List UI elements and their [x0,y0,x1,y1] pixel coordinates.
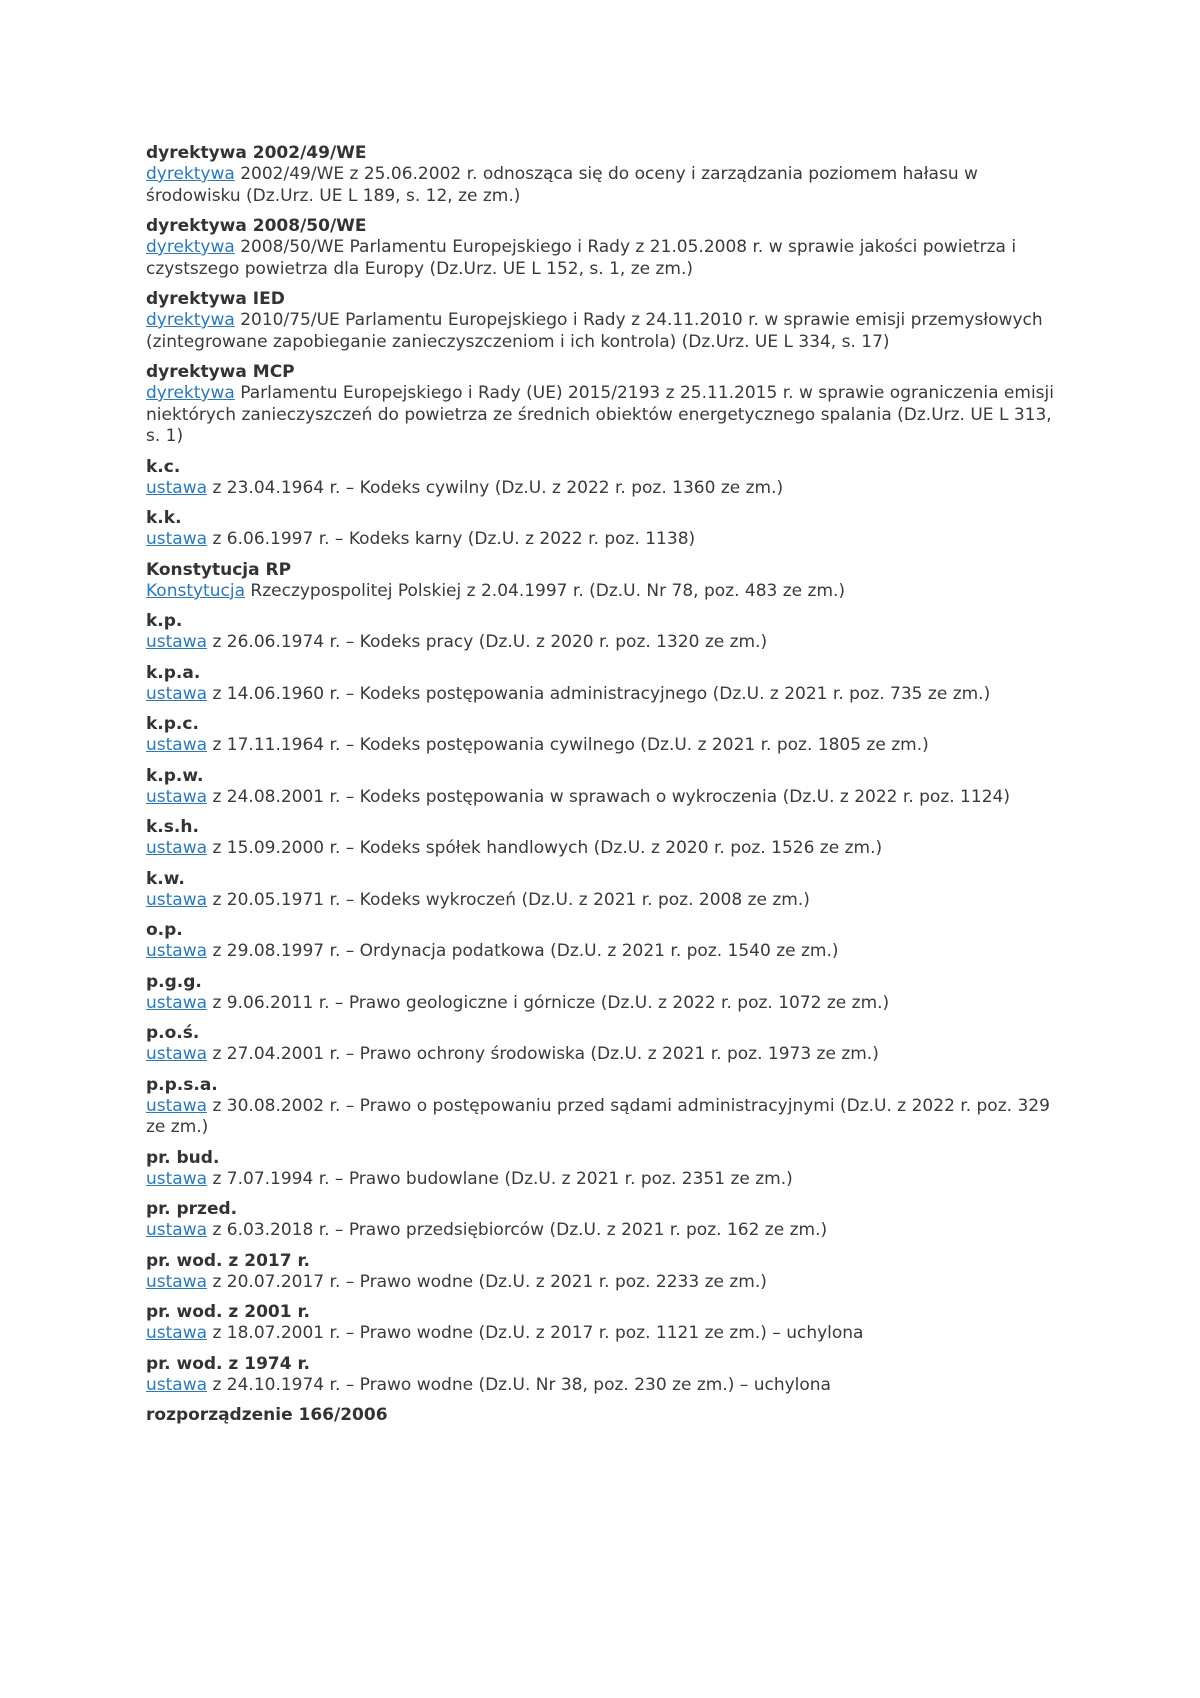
entry-link[interactable]: ustawa [146,1095,208,1116]
entry-link[interactable]: ustawa [146,529,208,549]
entry-description [146,1096,1066,1139]
entry-ksh [146,817,1066,860]
entry-abbreviation: o.p. [146,920,183,940]
entry-pr-wod-1974 [146,1354,1066,1397]
entry-abbreviation: p.g.g. [146,971,202,992]
entry-kpc [146,714,1066,757]
entry-link[interactable]: ustawa [146,1374,208,1395]
entry-link[interactable]: ustawa [146,1271,208,1292]
entry-pgg [146,972,1066,1015]
entry-rozporzadzenie-166-2006 [146,1405,1066,1426]
entry-description [146,941,1066,963]
entry-description [146,237,1066,280]
entry-link[interactable]: dyrektywa [146,164,235,184]
entry-link[interactable]: ustawa [146,838,208,858]
entry-link[interactable]: ustawa [146,735,208,755]
entry-pr-wod-2017 [146,1251,1066,1294]
entry-pr-przed [146,1199,1066,1242]
entry-link[interactable]: ustawa [146,1044,208,1064]
entry-text: z 27.04.2001 r. – Prawo ochrony środowiska (Dz.U. z 2021 r. poz. 1973 ze zm.) [207,1044,879,1064]
entry-abbreviation: k.k. [146,508,182,528]
entry-abbreviation: p.p.s.a. [146,1074,218,1095]
entry-link[interactable]: ustawa [146,1323,208,1343]
entry-abbreviation: k.p.c. [146,714,199,734]
entry-abbreviation: dyrektywa IED [146,289,285,309]
entry-description [146,1375,1066,1397]
entry-description [146,1272,1066,1294]
entry-abbreviation: pr. wod. z 2017 r. [146,1250,310,1271]
entry-pos [146,1023,1066,1066]
entry-text: z 24.08.2001 r. – Kodeks postępowania w sprawach o wykroczenia (Dz.U. z 2022 r. poz. 1124) [207,786,1010,807]
entry-description [146,581,1066,603]
entry-link[interactable]: ustawa [146,683,208,704]
entry-description [146,383,1066,448]
entry-link[interactable]: ustawa [146,992,208,1013]
entry-text: z 7.07.1994 r. – Prawo budowlane (Dz.U. z 2021 r. poz. 2351 ze zm.) [207,1168,793,1189]
entry-link[interactable]: dyrektywa [146,383,235,403]
entry-dyrektywa-mcp [146,362,1066,448]
entry-dyrektywa-2002-49-we [146,143,1066,207]
entry-kk [146,508,1066,551]
entry-link[interactable]: Konstytucja [146,580,245,601]
entry-kpa [146,663,1066,706]
entry-text: z 17.11.1964 r. – Kodeks postępowania cywilnego (Dz.U. z 2021 r. poz. 1805 ze zm.) [207,735,929,755]
entry-abbreviation: pr. przed. [146,1199,238,1219]
entry-link[interactable]: ustawa [146,632,208,652]
entry-text: z 20.07.2017 r. – Prawo wodne (Dz.U. z 2021 r. poz. 2233 ze zm.) [207,1271,767,1292]
entry-abbreviation: k.p.w. [146,765,204,786]
entry-text: z 6.06.1997 r. – Kodeks karny (Dz.U. z 2022 r. poz. 1138) [207,529,696,549]
entry-text: z 14.06.1960 r. – Kodeks postępowania administracyjnego (Dz.U. z 2021 r. poz. 735 ze zm.) [207,683,991,704]
entry-op [146,920,1066,963]
entry-description [146,164,1066,207]
entry-abbreviation: k.p. [146,611,183,631]
entry-ppsa [146,1075,1066,1139]
entry-kc [146,457,1066,500]
entry-link[interactable]: ustawa [146,477,208,498]
entry-abbreviation: pr. wod. z 2001 r. [146,1302,310,1322]
entry-text: Rzeczypospolitej Polskiej z 2.04.1997 r. (Dz.U. Nr 78, poz. 483 ze zm.) [245,580,846,601]
entry-dyrektywa-ied [146,289,1066,353]
entry-description [146,310,1066,353]
entry-abbreviation: k.c. [146,456,181,477]
entry-pr-bud [146,1148,1066,1191]
entry-text: z 20.05.1971 r. – Kodeks wykroczeń (Dz.U. z 2021 r. poz. 2008 ze zm.) [207,889,810,910]
entry-link[interactable]: ustawa [146,1220,208,1240]
entry-description [146,1220,1066,1242]
entry-text: z 24.10.1974 r. – Prawo wodne (Dz.U. Nr 38, poz. 230 ze zm.) – uchylona [207,1374,831,1395]
entry-text: z 29.08.1997 r. – Ordynacja podatkowa (Dz.U. z 2021 r. poz. 1540 ze zm.) [207,941,839,961]
entry-abbreviation: k.s.h. [146,817,199,837]
entry-abbreviation: k.p.a. [146,662,201,683]
entry-text: 2002/49/WE z 25.06.2002 r. odnosząca się do oceny i zarządzania poziomem hałasu w środowisku (Dz.Urz. UE L 189, s. 12, ze zm.) [146,164,978,206]
entry-text: Parlamentu Europejskiego i Rady (UE) 2015/2193 z 25.11.2015 r. w sprawie ograniczenia emisji niektórych zanieczyszczeń do powietrza ze średnich obiektów energetycznego spalania (Dz.Urz. UE L 313, s. 1) [146,383,1054,446]
entry-link[interactable]: ustawa [146,1168,208,1189]
entry-abbreviation: dyrektywa 2002/49/WE [146,143,367,163]
entry-abbreviation: p.o.ś. [146,1023,200,1043]
entry-description [146,993,1066,1015]
entry-description [146,684,1066,706]
entry-abbreviation: Konstytucja RP [146,559,292,580]
entry-text: z 6.03.2018 r. – Prawo przedsiębiorców (Dz.U. z 2021 r. poz. 162 ze zm.) [207,1220,828,1240]
entry-dyrektywa-2008-50-we [146,216,1066,280]
entry-text: z 18.07.2001 r. – Prawo wodne (Dz.U. z 2017 r. poz. 1121 ze zm.) – uchylona [207,1323,864,1343]
entry-link[interactable]: ustawa [146,889,208,910]
entry-kpw [146,766,1066,809]
entry-link[interactable]: dyrektywa [146,310,235,330]
entry-description [146,787,1066,809]
entry-text: z 15.09.2000 r. – Kodeks spółek handlowych (Dz.U. z 2020 r. poz. 1526 ze zm.) [207,838,883,858]
entry-description [146,478,1066,500]
entry-text: z 30.08.2002 r. – Prawo o postępowaniu przed sądami administracyjnymi (Dz.U. z 2022 r. poz. 329 ze zm.) [146,1095,1050,1137]
entry-description [146,1323,1066,1345]
entry-kp [146,611,1066,654]
entry-text: 2008/50/WE Parlamentu Europejskiego i Rady z 21.05.2008 r. w sprawie jakości powietrza i czystszego powietrza dla Europy (Dz.Urz. UE L 152, s. 1, ze zm.) [146,237,1017,279]
entry-abbreviation: dyrektywa 2008/50/WE [146,216,367,236]
entry-abbreviation: dyrektywa MCP [146,362,295,382]
entry-description [146,1044,1066,1066]
entry-link[interactable]: dyrektywa [146,237,235,257]
entry-abbreviation: rozporządzenie 166/2006 [146,1405,388,1425]
entry-description [146,632,1066,654]
entry-description [146,1169,1066,1191]
entry-pr-wod-2001 [146,1302,1066,1345]
entry-link[interactable]: ustawa [146,941,208,961]
entry-konstytucja-rp [146,560,1066,603]
entry-abbreviation: k.w. [146,868,185,889]
entry-text: z 23.04.1964 r. – Kodeks cywilny (Dz.U. z 2022 r. poz. 1360 ze zm.) [207,477,784,498]
abbreviations-list [146,143,1066,1435]
entry-description [146,529,1066,551]
entry-description [146,735,1066,757]
entry-abbreviation: pr. bud. [146,1147,220,1168]
entry-text: 2010/75/UE Parlamentu Europejskiego i Rady z 24.11.2010 r. w sprawie emisji przemysłowych (zintegrowane zapobieganie zanieczyszczeniom i ich kontrola) (Dz.Urz. UE L 334, s. 17) [146,310,1043,352]
entry-kw [146,869,1066,912]
entry-link[interactable]: ustawa [146,786,208,807]
entry-description [146,890,1066,912]
entry-abbreviation: pr. wod. z 1974 r. [146,1353,310,1374]
entry-text: z 9.06.2011 r. – Prawo geologiczne i górnicze (Dz.U. z 2022 r. poz. 1072 ze zm.) [207,992,890,1013]
entry-description [146,838,1066,860]
entry-text: z 26.06.1974 r. – Kodeks pracy (Dz.U. z 2020 r. poz. 1320 ze zm.) [207,632,768,652]
